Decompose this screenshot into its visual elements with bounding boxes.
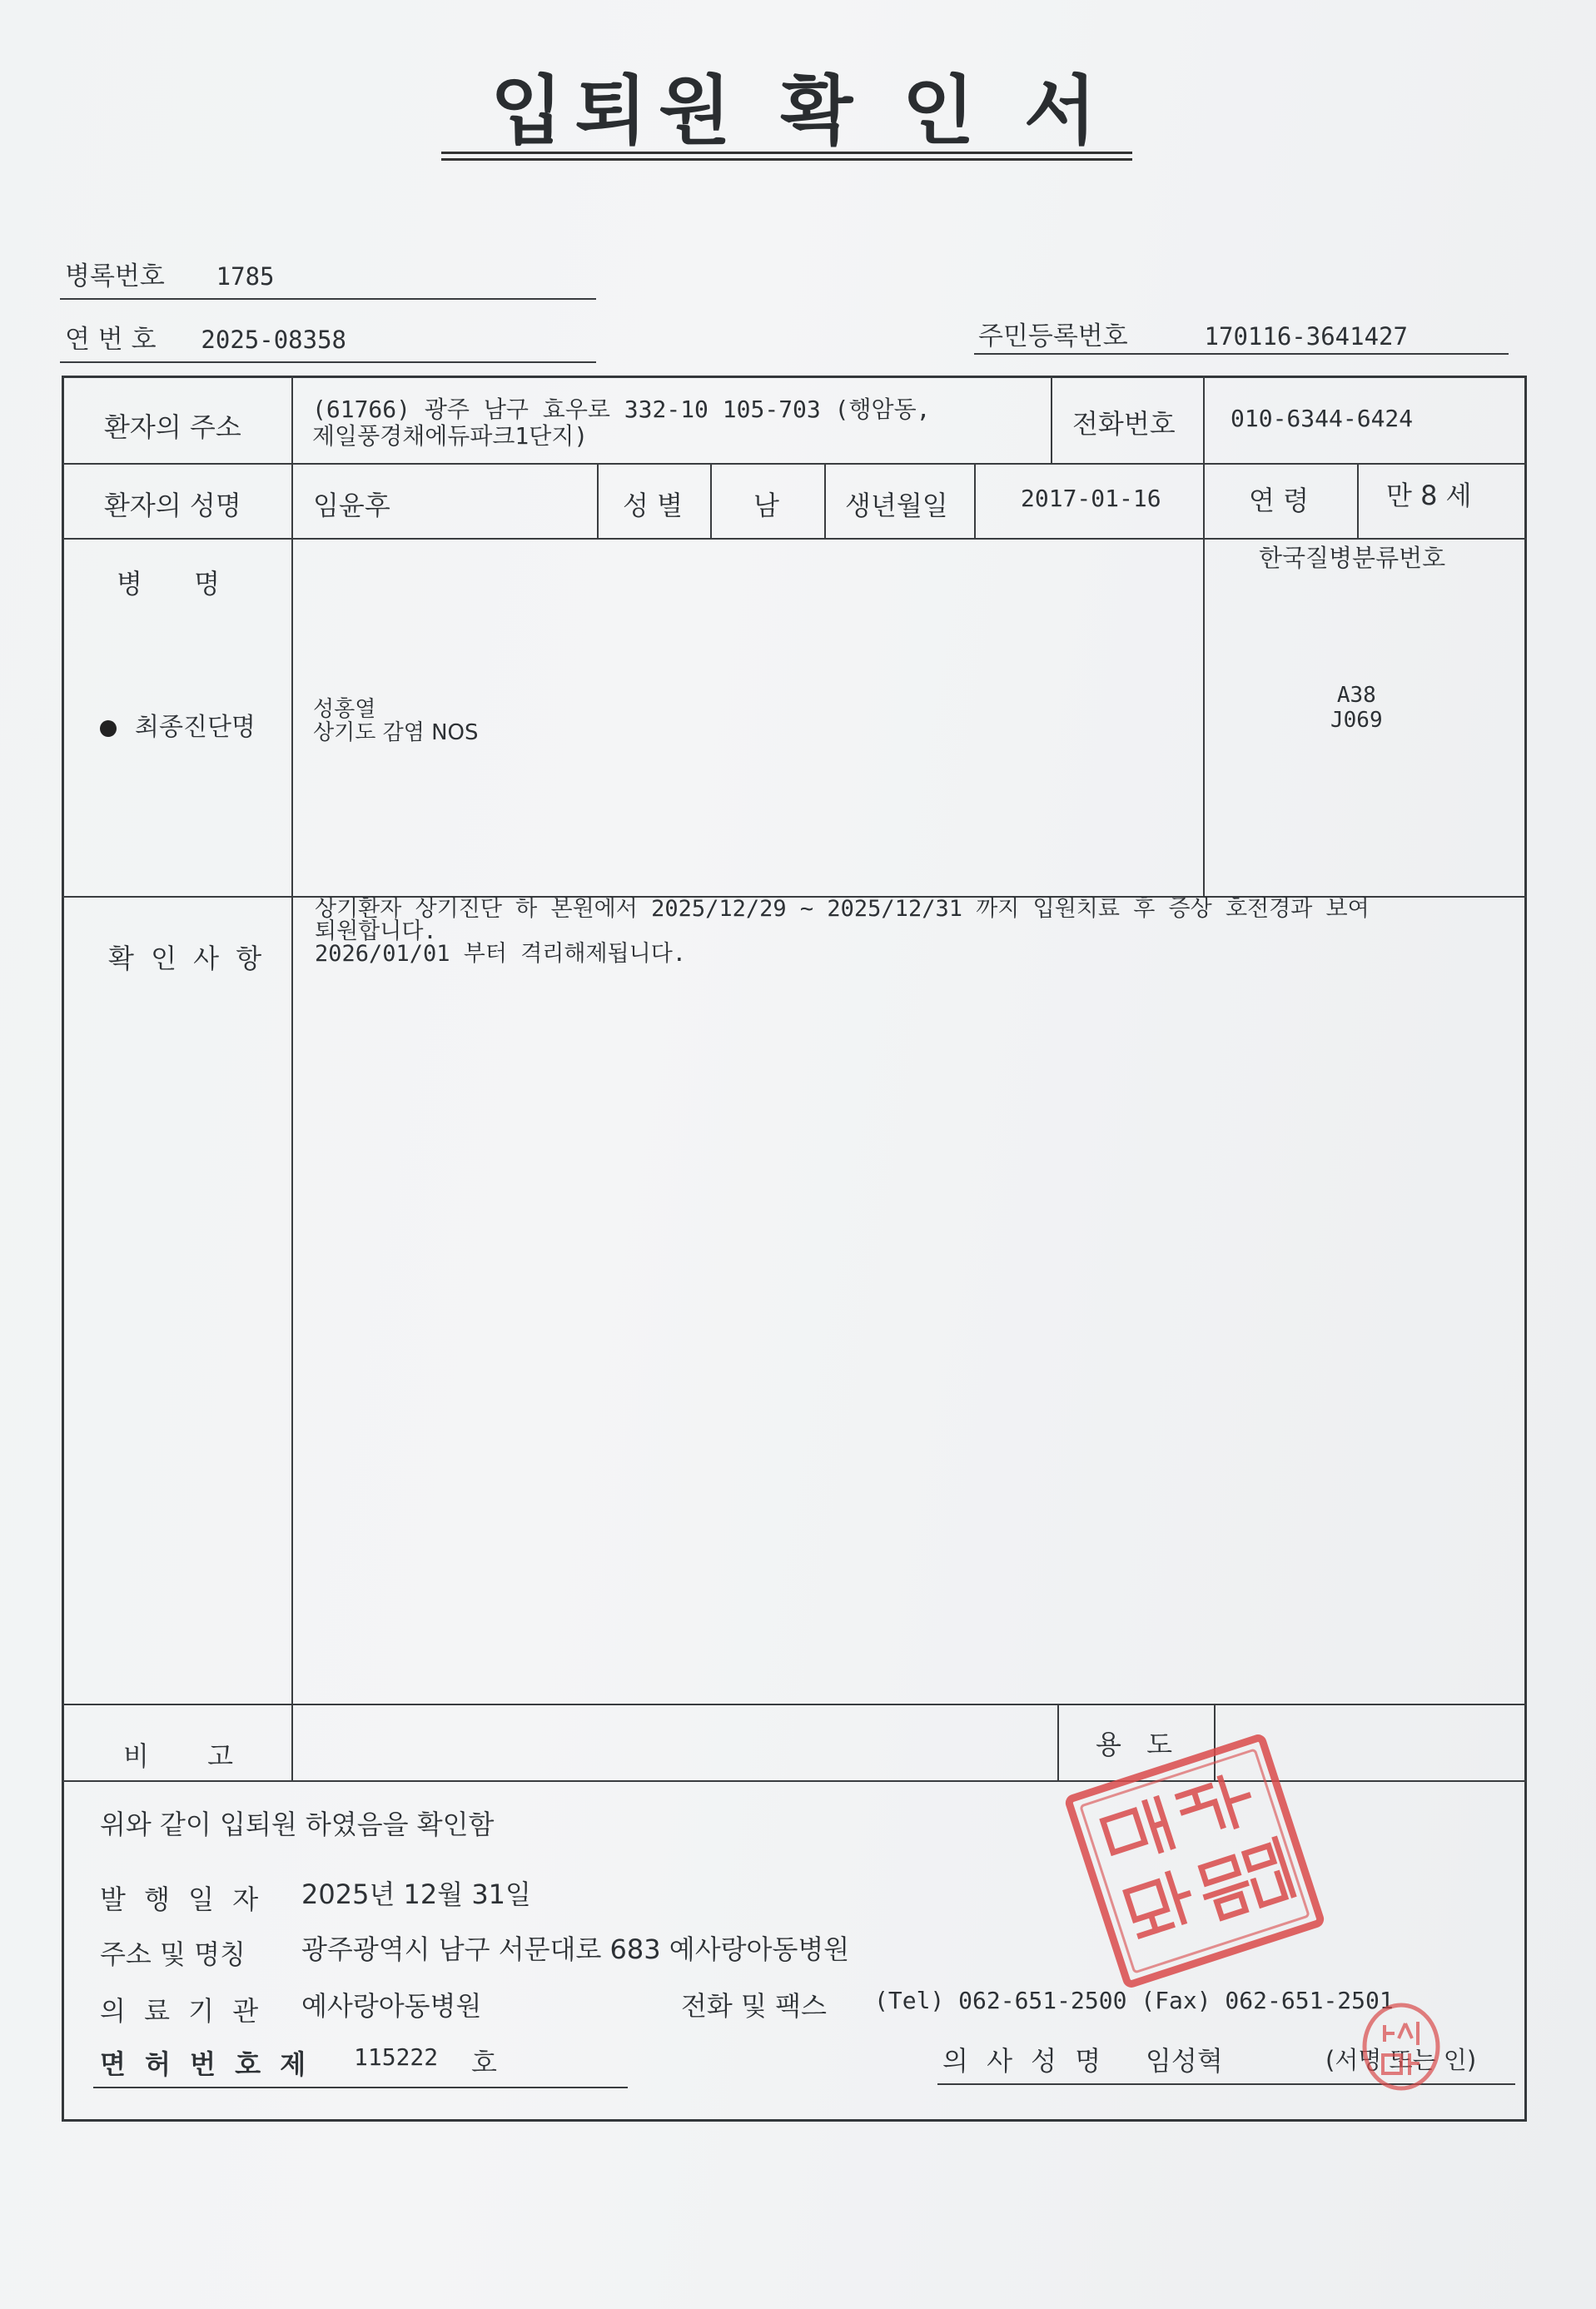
address-value [312, 396, 931, 450]
address-name-label: 주소 및 명칭 [100, 1938, 246, 1970]
dob-value: 2017-01-16 [1021, 485, 1161, 512]
col-divider [1051, 376, 1052, 463]
title-underline-double [441, 158, 1132, 161]
label-column-divider [291, 376, 293, 1780]
disease-code: A38 [1336, 683, 1376, 708]
issue-date-value: 2025년 12월 31일 [301, 1879, 531, 1910]
row-divider [62, 463, 1527, 465]
phone-value: 010-6344-6424 [1231, 405, 1414, 432]
institution-label: 의 료 기 관 [100, 1995, 264, 2027]
contact-label: 전화 및 팩스 [681, 1990, 827, 2022]
confirmation-line-3: 2026/01/01 부터 격리해제됩니다. [315, 941, 687, 967]
issue-date-label: 발 행 일 자 [100, 1884, 264, 1915]
disease-code-header: 한국질병분류번호 [1259, 544, 1446, 572]
license-number: 115222 [354, 2043, 439, 2071]
resident-number-label: 주민등록번호 [978, 321, 1128, 351]
sex-label: 성 별 [623, 490, 683, 521]
license-underline [93, 2087, 628, 2088]
name-label: 환자의 성명 [104, 490, 241, 521]
col-divider [824, 463, 826, 538]
resident-number-row [978, 315, 1408, 352]
serial-number-label: 연 번 호 [65, 325, 157, 355]
record-number-value: 1785 [216, 262, 275, 291]
confirmation-label: 확 인 사 항 [108, 943, 266, 974]
final-diagnosis-label-text: 최종진단명 [135, 713, 256, 742]
hospital-address: 광주광역시 남구 서문대로 683 예사랑아동병원 [301, 1933, 850, 1965]
confirmation-statement: 위와 같이 입퇴원 하였음을 확인함 [100, 1809, 495, 1840]
record-number-row [65, 255, 275, 292]
license-suffix: 호 [471, 2047, 497, 2078]
final-diagnosis-label [100, 706, 256, 743]
disease-code: J069 [1330, 708, 1383, 733]
purpose-label: 용 도 [1096, 1729, 1181, 1760]
col-divider [597, 463, 599, 538]
serial-number-row [65, 318, 346, 356]
resident-number-underline [974, 353, 1509, 355]
confirmation-line-2: 퇴원합니다. [315, 918, 437, 944]
license-label: 면 허 번 호 제 [100, 2048, 311, 2080]
resident-number-value: 170116-3641427 [1204, 322, 1408, 351]
diagnosis-item: 성홍열 [313, 697, 376, 722]
age-value: 만 8 세 [1386, 480, 1472, 511]
confirmation-line-1: 상기환자 상기진단 하 본원에서 2025/12/29 ~ 2025/12/31 까지 입원치료 후 증상 호전경과 보여 [315, 896, 1370, 922]
dob-label: 생년월일 [845, 490, 948, 521]
remarks-label: 비 고 [123, 1740, 258, 1772]
address-label: 환자의 주소 [104, 411, 241, 443]
doctor-seal-stamp [1360, 2000, 1443, 2093]
sex-value: 남 [753, 490, 779, 521]
confirmation-text [315, 898, 1370, 965]
diagnosis-section-label: 병 명 [117, 568, 241, 600]
record-number-underline [60, 298, 596, 300]
contact-value: (Tel) 062-651-2500 (Fax) 062-651-2501 [874, 1987, 1394, 2014]
doctor-label: 의 사 성 명 [942, 2045, 1106, 2077]
address-line-1: (61766) 광주 남구 효우로 332-10 105-703 (행암동, [312, 396, 931, 423]
row-divider [62, 1704, 1527, 1705]
institution-name: 예사랑아동병원 [301, 1990, 482, 2022]
document-title: 입퇴원 확 인 서 [490, 67, 1108, 155]
col-divider [710, 463, 712, 538]
address-line-2: 제일풍경채에듀파크1단지) [312, 422, 589, 450]
diagnosis-list [313, 698, 479, 744]
doctor-name: 임성혁 [1146, 2045, 1223, 2077]
diagnosis-item: 상기도 감염 NOS [313, 720, 479, 745]
bullet-icon [100, 720, 117, 737]
row-divider [62, 1780, 1527, 1782]
serial-number-value: 2025-08358 [201, 326, 347, 354]
sign-note: (서명 또는 인) [1325, 2046, 1477, 2074]
age-label: 연 령 [1249, 485, 1309, 516]
serial-number-underline [60, 361, 596, 363]
col-divider [1057, 1704, 1059, 1780]
col-divider [1357, 463, 1359, 538]
title-underline [441, 152, 1132, 154]
col-divider [974, 463, 976, 538]
disease-code-list [1330, 683, 1383, 733]
phone-label: 전화번호 [1072, 408, 1176, 440]
name-value: 임윤후 [313, 490, 390, 521]
col-divider [1203, 376, 1205, 896]
record-number-label: 병록번호 [65, 261, 165, 291]
